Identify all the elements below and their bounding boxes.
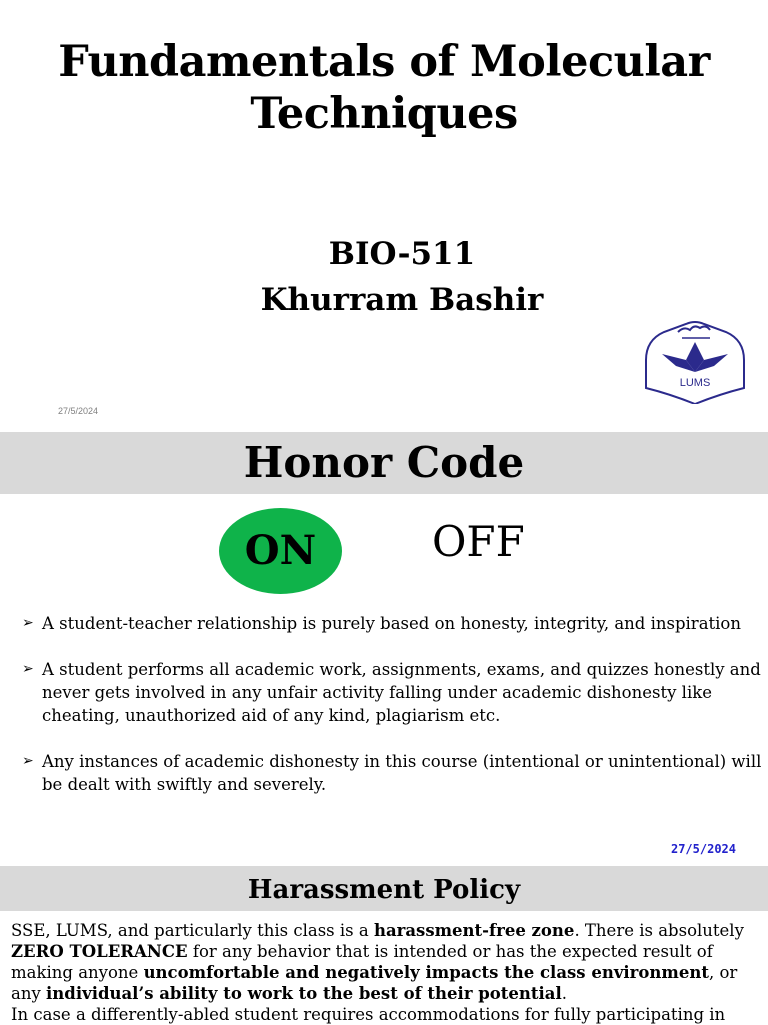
title-slide [0,0,768,432]
emphasis-text: ZERO TOLERANCE [11,942,188,961]
bullet-item: ➢ A student-teacher relationship is purely based on honesty, integrity, and inspiration [22,614,741,633]
honor-code-bullets [22,612,762,819]
on-label: ON [244,527,317,574]
arrow-bullet-icon: ➢ [22,753,34,769]
emphasis-text: uncomfortable and negatively impacts the class environment [143,963,709,982]
emphasis-text: harassment-free zone [373,921,575,940]
harassment-policy-banner [0,866,768,911]
course-code: BIO-511 [328,236,476,272]
bullet-item: ➢ A student performs all academic work, assignments, exams, and quizzes honestly and never gets involved in any unfair activity falling under academic dishonesty like cheating, unauthorized aid of any kind, plagiarism etc. [22,660,761,725]
off-label: OFF [432,517,525,566]
honor-code-banner [0,432,768,494]
arrow-bullet-icon: ➢ [22,661,34,677]
honor-code-heading: Honor Code [243,438,525,487]
harassment-policy-slide [0,866,768,1024]
bullet-item: ➢ Any instances of academic dishonesty in this course (intentional or unintentional) will be dealt with swiftly and severely. [22,752,762,794]
slide-date: 27/5/2024 [58,406,99,416]
honor-code-slide [0,432,768,866]
harassment-policy-heading: Harassment Policy [247,875,521,905]
lums-logo-icon [642,316,748,404]
arrow-bullet-icon: ➢ [22,615,34,631]
slide-title: Fundamentals of Molecular Techniques [58,37,710,139]
author-name: Khurram Bashir [260,282,544,318]
harassment-policy-text: SSE, LUMS, and particularly this class is a harassment-free zone. There is absolutely ZERO TOLERANCE for any behavior that is intended or has the expected result of making anyone uncomfortable and negatively impacts the class environment, or any individual’s ability to work to the best of their potential. In case a differently-abled student requires accommodations for fully participating in [11,921,744,1024]
emphasis-text: individual’s ability to work to the best of their potential [46,984,562,1003]
on-badge [219,508,342,594]
slide-date: 27/5/2024 [670,842,736,856]
logo-text: LUMS [679,377,711,389]
